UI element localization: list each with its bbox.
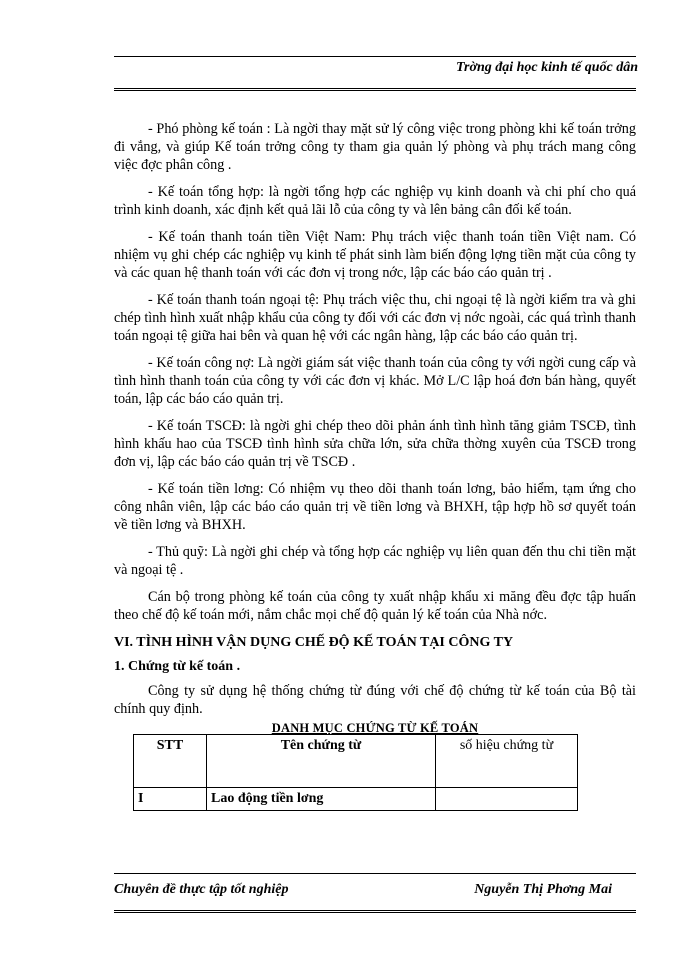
table-caption: DANH MỤC CHỨNG TỪ KẾ TOÁN <box>271 721 479 735</box>
column-header-stt: STT <box>134 735 207 788</box>
column-header-code: số hiệu chứng từ <box>436 735 578 788</box>
paragraph: - Thủ quỹ: Là ngời ghi chép và tổng hợp các nghiệp vụ liên quan đến thu chi tiền mặt và ngoại tệ . <box>114 544 636 578</box>
section-heading: VI. TÌNH HÌNH VẬN DỤNG CHẾ ĐỘ KẾ TOÁN TẠI CÔNG TY <box>114 635 514 650</box>
column-header-name: Tên chứng từ <box>207 735 436 788</box>
footer-rule-bottom <box>114 910 636 913</box>
subsection-text: Công ty sử dụng hệ thống chứng từ đúng với chế độ chứng từ kế toán của Bộ tài chính quy định. <box>114 683 636 717</box>
table-header-row <box>134 735 578 788</box>
paragraph: - Phó phòng kế toán : Là ngời thay mặt sử lý công việc trong phòng khi kế toán trởng đi vắng, và giúp Kế toán trởng công ty tham gia quản lý phòng và phụ trách mang công việc đợc phân công . <box>114 121 636 173</box>
table-row <box>134 788 578 811</box>
footer-title: Chuyên đề thực tập tốt nghiệp <box>114 882 289 897</box>
page-body <box>114 120 636 811</box>
documents-table <box>133 734 578 811</box>
paragraph: Cán bộ trong phòng kế toán của công ty xuất nhập khẩu xi măng đều đợc tập huấn theo chế độ kế toán mới, nắm chắc mọi chế độ quản lý kế toán của Nhà nớc. <box>114 589 636 623</box>
paragraph: - Kế toán TSCĐ: là ngời ghi chép theo dõi phản ánh tình hình tăng giảm TSCĐ, tình hình khấu hao của TSCĐ tình hình sửa chữa lớn, sửa chữa thờng xuyên của TSCĐ trong đơn vị, lập các báo cáo quản trị về TSCĐ . <box>114 418 636 470</box>
header-rule-bottom <box>114 88 636 91</box>
footer-author: Nguyễn Thị Phơng Mai <box>474 882 612 897</box>
footer-rule-top <box>114 873 636 874</box>
paragraph: - Kế toán tiền lơng: Có nhiệm vụ theo dõi thanh toán lơng, bảo hiểm, tạm ứng cho công nhân viên, lập các báo cáo quản trị về tiền lơng và BHXH, tập hợp hồ sơ quyết toán về tiền lơng và BHXH. <box>114 481 636 533</box>
header-school: Trờng đại học kinh tế quốc dân <box>455 60 638 75</box>
paragraph: - Kế toán thanh toán ngoại tệ: Phụ trách việc thu, chi ngoại tệ là ngời kiểm tra và ghi chép tình hình xuất nhập khẩu của công ty đối với các đơn vị nớc ngoài, các quá trình thanh toán ngoại tệ giữa hai bên và quan hệ với các ngân hàng, lập các báo cáo quản trị. <box>114 292 636 344</box>
paragraph: - Kế toán tổng hợp: là ngời tổng hợp các nghiệp vụ kinh doanh và chi phí cho quá trình kinh doanh, xác định kết quả lãi lỗ của công ty và lên bảng cân đối kế toán. <box>114 184 636 218</box>
table-cell: Lao động tiền lơng <box>207 788 436 811</box>
paragraph: - Kế toán công nợ: Là ngời giám sát việc thanh toán của công ty với ngời cung cấp và tình hình thanh toán của công ty với các đơn vị khác. Mở L/C lập hoá đơn bán hàng, quyết toán, lập các báo cáo quản trị. <box>114 355 636 407</box>
header-rule-top <box>114 56 636 57</box>
table-cell <box>436 788 578 811</box>
subsection-heading: 1. Chứng từ kế toán . <box>114 659 241 674</box>
table-cell: I <box>134 788 207 811</box>
paragraph: - Kế toán thanh toán tiền Việt Nam: Phụ trách việc thanh toán tiền Việt nam. Có nhiệm vụ ghi chép các nghiệp vụ kinh tế phát sinh làm biến động lợng tiền mặt của công ty và các quan hệ thanh toán với các đơn vị trong nớc, lập các báo cáo quản trị . <box>114 229 636 281</box>
